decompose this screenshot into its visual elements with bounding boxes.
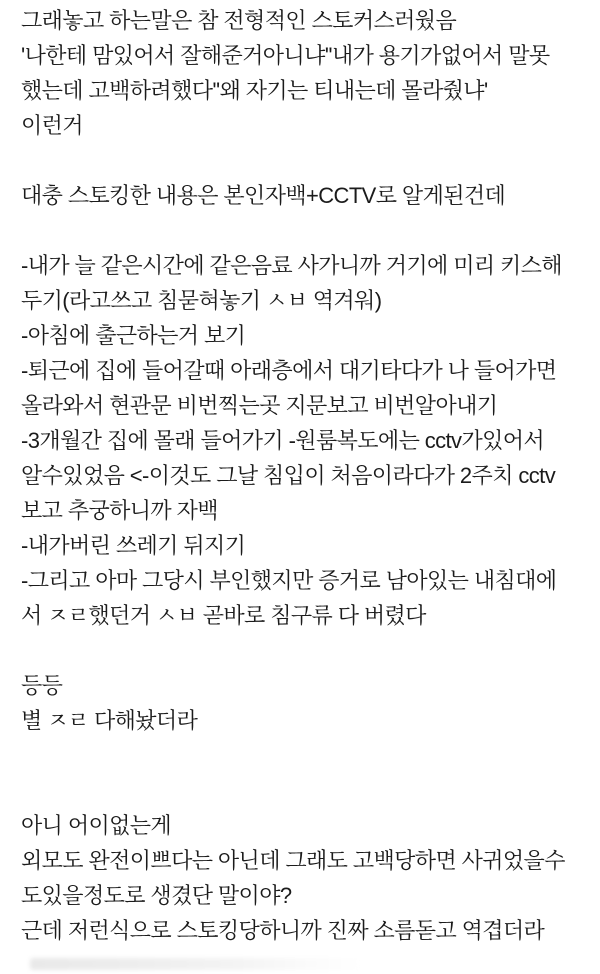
text-line: 올라와서 현관문 비번찍는곳 지문보고 비번알아내기 xyxy=(21,393,498,418)
text-line: 외모도 완전이쁘다는 아닌데 그래도 고백당하면 사귀었을수 xyxy=(21,848,565,873)
text-line: 근데 저런식으로 스토킹당하니까 진짜 소름돋고 역겹더라 xyxy=(21,918,545,943)
text-line: -내가 늘 같은시간에 같은음료 사가니까 거기에 미리 키스해 xyxy=(21,253,562,278)
text-line: 아니 어이없는게 xyxy=(21,813,172,838)
text-line: -퇴근에 집에 들어갈때 아래층에서 대기타다가 나 들어가면 xyxy=(21,358,557,383)
text-line: -그리고 아마 그당시 부인했지만 증거로 남아있는 내침대에 xyxy=(21,568,557,593)
text-line: 도있을정도로 생겼단 말이야? xyxy=(21,883,292,908)
text-line: '나한테 맘있어서 잘해준거아니냐''내가 용기가없어서 말못 xyxy=(21,43,550,68)
text-line: 대충 스토킹한 내용은 본인자백+CCTV로 알게된건데 xyxy=(21,183,506,208)
post-body xyxy=(21,3,586,948)
text-line: 그래놓고 하는말은 참 전형적인 스토커스러웠음 xyxy=(21,8,457,33)
text-line: 보고 추궁하니까 자백 xyxy=(21,498,218,523)
text-line: 했는데 고백하려했다''왜 자기는 티내는데 몰라줬냐' xyxy=(21,78,488,103)
blank-line xyxy=(21,738,586,773)
blank-line xyxy=(21,213,586,248)
text-line: 알수있었음 <-이것도 그날 침입이 처음이라다가 2주치 cctv xyxy=(21,463,556,488)
text-line: 이런거 xyxy=(21,113,83,138)
text-line: 등등 xyxy=(21,673,63,698)
text-line: -내가버린 쓰레기 뒤지기 xyxy=(21,533,246,558)
blank-line xyxy=(21,143,586,178)
text-line: 서 ㅈㄹ했던거 ㅅㅂ 곧바로 침구류 다 버렸다 xyxy=(21,603,426,628)
cutoff-line-artifact xyxy=(30,958,360,970)
blank-line xyxy=(21,633,586,668)
text-line: 두기(라고쓰고 침묻혀놓기 ㅅㅂ 역겨워) xyxy=(21,288,382,313)
blank-line xyxy=(21,773,586,808)
text-line: -아침에 출근하는거 보기 xyxy=(21,323,246,348)
text-line: 별 ㅈㄹ 다해놨더라 xyxy=(21,708,198,733)
text-line: -3개월간 집에 몰래 들어가기 -원룸복도에는 cctv가있어서 xyxy=(21,428,545,453)
